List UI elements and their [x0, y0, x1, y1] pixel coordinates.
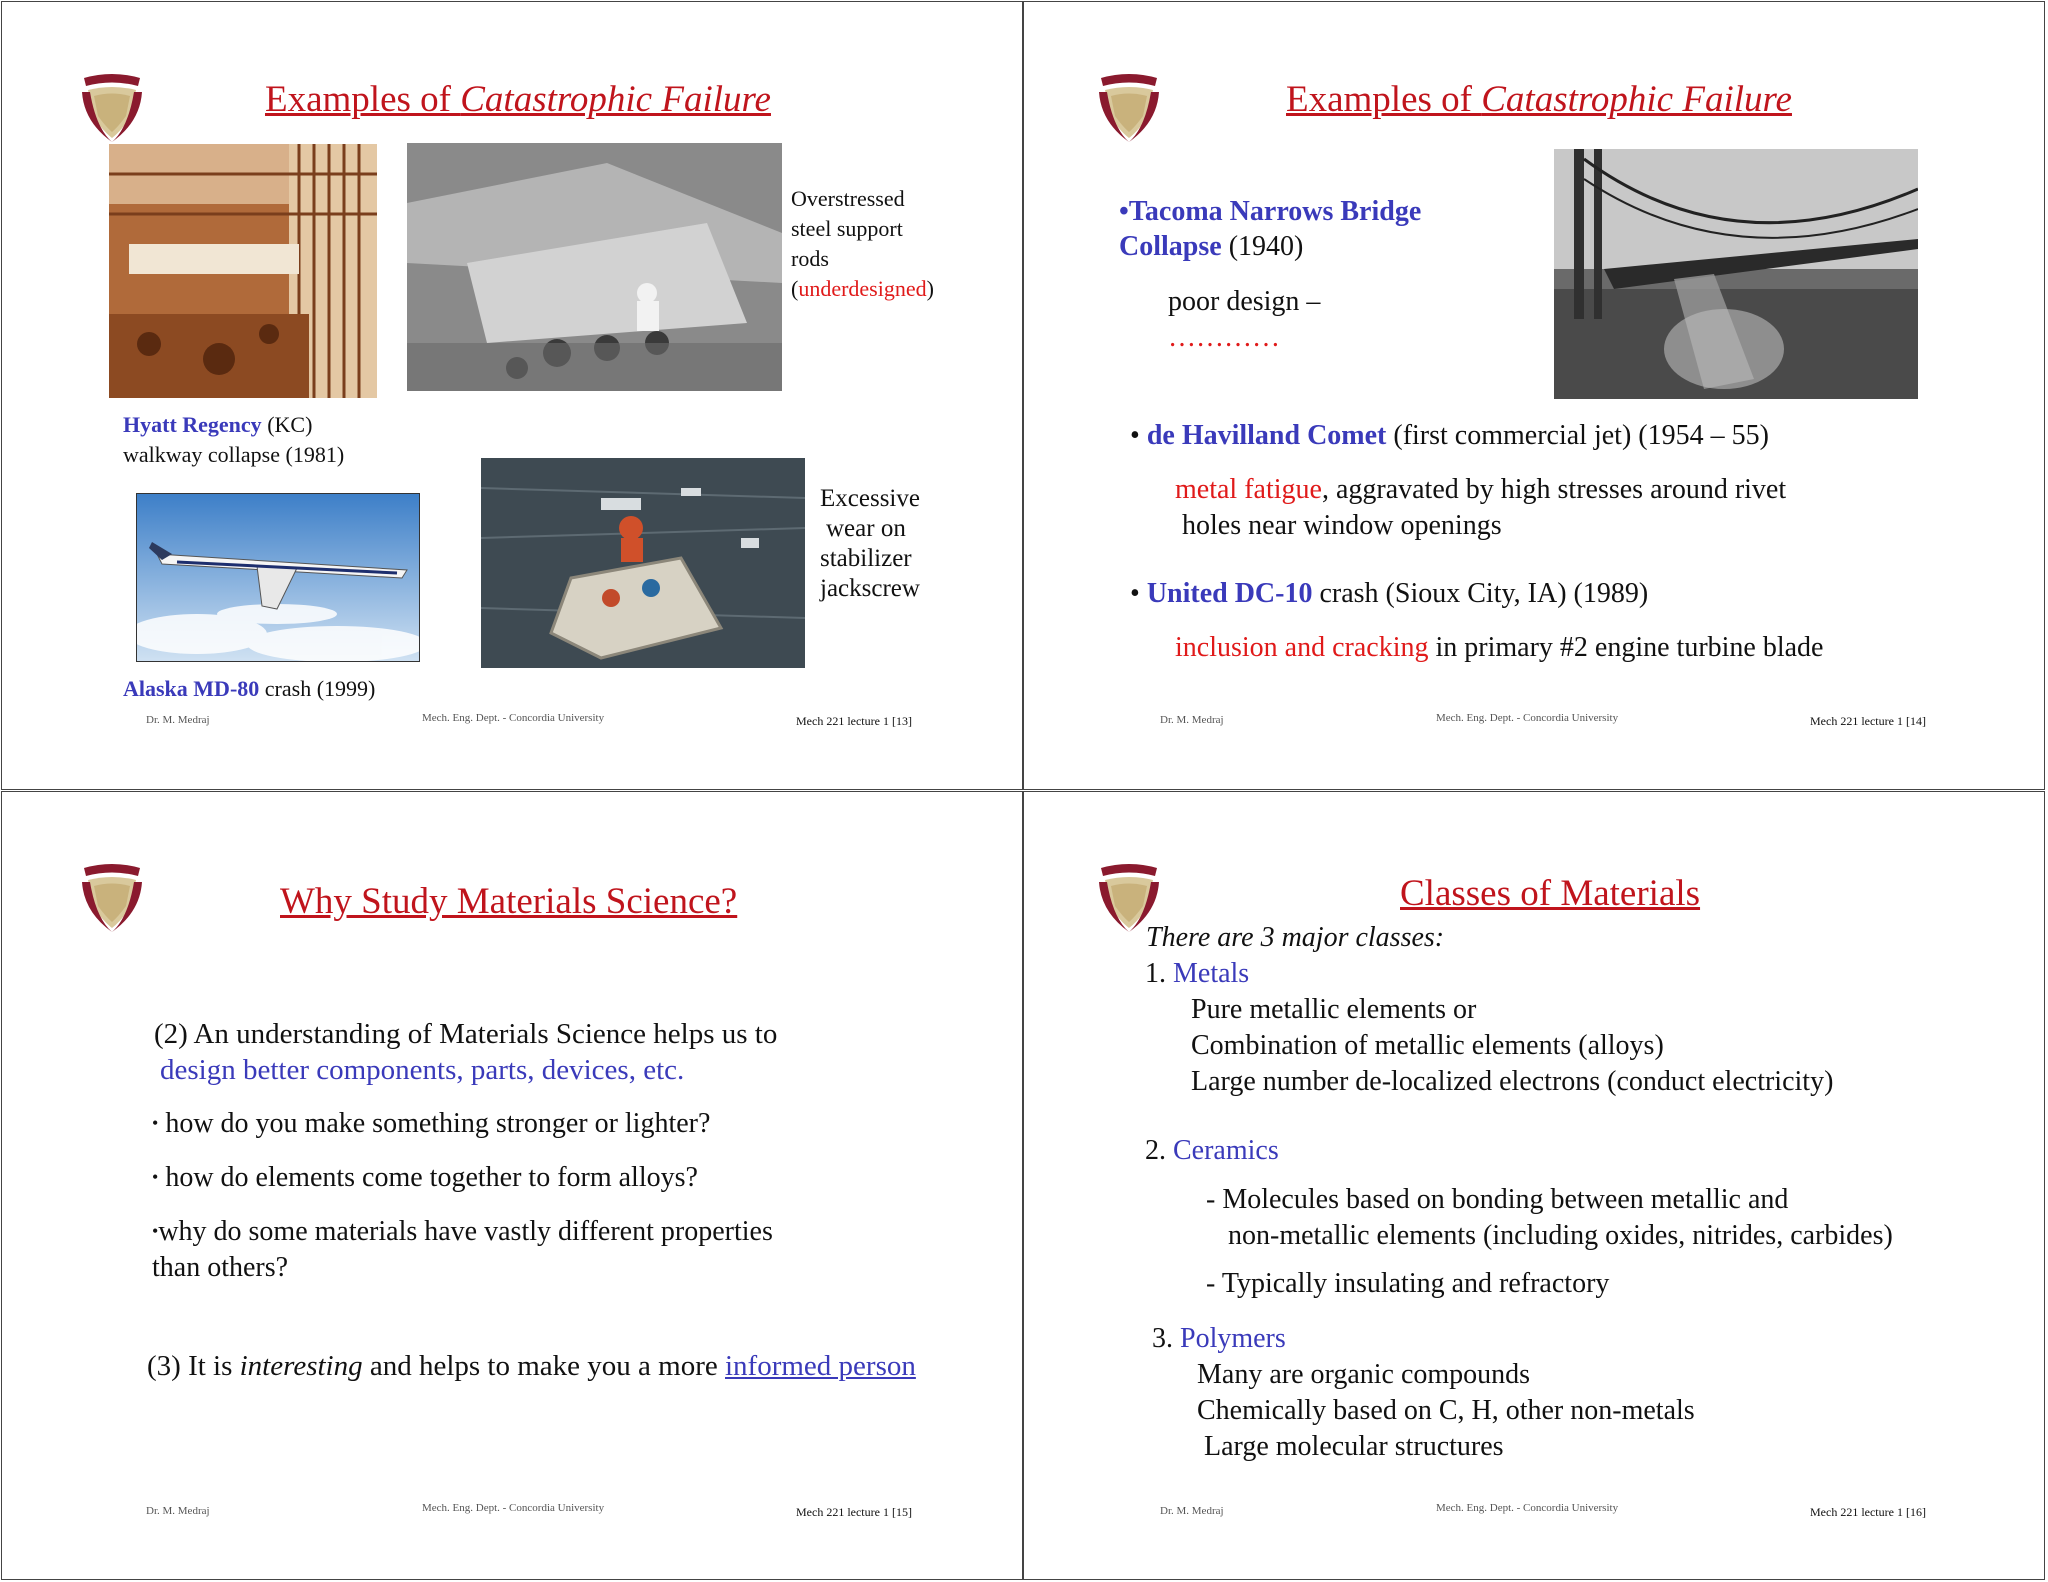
slide-14 — [1023, 1, 2045, 790]
polymers-line: Large molecular structures — [1204, 1431, 1504, 1462]
slide-15 — [1, 791, 1023, 1580]
class-2-heading — [1145, 1133, 1279, 1168]
footer-page: Mech 221 lecture 1 [16] — [1810, 1505, 1926, 1519]
class-number: 1. — [1145, 958, 1173, 989]
caption-line: jackscrew — [820, 575, 920, 602]
caption-line: walkway collapse (1981) — [123, 442, 345, 467]
title-text: Examples of — [1286, 79, 1482, 120]
footer-author: Dr. M. Medraj — [1160, 1505, 1224, 1517]
ceramics-dash-1 — [1206, 1182, 1788, 1217]
dash: - — [1206, 1184, 1216, 1215]
point-2-line-2: design better components, parts, devices, etc. — [160, 1054, 685, 1086]
ceramics-line-cont: non-metallic elements (including oxides, nitrides, carbides) — [1228, 1220, 1893, 1251]
caption-text: crash (1999) — [259, 676, 376, 701]
university-logo-icon — [80, 862, 144, 934]
fatigue-detail: , aggravated by high stresses around rivet — [1321, 474, 1787, 505]
inclusion-text: inclusion and cracking — [1175, 632, 1429, 663]
caption-line: wear on — [826, 515, 906, 542]
dc10-name: United DC-10 — [1146, 578, 1313, 609]
ceramics-line: Typically insulating and refractory — [1215, 1268, 1610, 1299]
hyatt-name: Hyatt Regency — [123, 412, 262, 437]
bullet: • — [152, 1113, 159, 1133]
caption-line — [123, 410, 344, 440]
point-2-line-1: (2) An understanding of Materials Science helps us to — [154, 1018, 778, 1050]
bullet-stronger — [152, 1106, 710, 1141]
slide-title — [1286, 78, 1792, 121]
md80-airplane-photo — [136, 493, 420, 662]
university-logo-icon — [1097, 72, 1161, 144]
title-italic: Catastrophic Failure — [460, 79, 771, 120]
fatigue-line-1 — [1175, 472, 1786, 507]
tacoma-name: Tacoma Narrows Bridge — [1128, 196, 1422, 227]
caption-line: rods — [791, 246, 829, 271]
informed-person-link[interactable]: informed person — [725, 1350, 916, 1382]
ceramics-dash-2 — [1206, 1266, 1609, 1301]
crash-rescue-photo — [481, 458, 805, 668]
paren: ( — [791, 276, 799, 301]
point-3 — [147, 1348, 916, 1384]
rods-caption — [791, 184, 934, 304]
bullet-text-cont: than others? — [152, 1252, 289, 1283]
tacoma-bridge-photo — [1554, 149, 1918, 399]
dc10-line — [1130, 576, 1648, 611]
metals-line: Pure metallic elements or — [1191, 994, 1477, 1025]
bullet-text: how do you make something stronger or lighter? — [158, 1108, 711, 1139]
university-logo-icon — [80, 72, 144, 144]
polymers-line: Chemically based on C, H, other non-metals — [1197, 1395, 1695, 1426]
slide-title: Why Study Materials Science? — [280, 881, 738, 922]
tacoma-line-2 — [1119, 229, 1421, 264]
polymers-line: Many are organic compounds — [1197, 1359, 1531, 1390]
intro-italic: There are 3 major classes: — [1146, 922, 1445, 953]
metals-line: Large number de-localized electrons (conduct electricity) — [1191, 1066, 1834, 1097]
ceramics-line: Molecules based on bonding between metallic and — [1215, 1184, 1789, 1215]
class-number: 3. — [1152, 1323, 1180, 1354]
fatigue-line-2: holes near window openings — [1182, 510, 1502, 541]
caption-line: steel support — [791, 216, 903, 241]
caption-line: Excessive — [820, 485, 920, 512]
footer-page: Mech 221 lecture 1 [15] — [796, 1505, 912, 1519]
tacoma-line-1 — [1119, 194, 1421, 229]
bullet: • — [152, 1167, 159, 1187]
caption-text: (KC) — [261, 412, 313, 437]
dash: - — [1206, 1268, 1216, 1299]
paren: ) — [926, 276, 934, 301]
class-1-heading — [1145, 956, 1249, 991]
bullet-alloys — [152, 1160, 698, 1195]
slide-16 — [1023, 791, 2045, 1580]
metal-fatigue-text: metal fatigue — [1175, 474, 1322, 505]
jackscrew-caption — [820, 484, 920, 604]
underdesigned-text: underdesigned — [798, 276, 927, 301]
footer-dept: Mech. Eng. Dept. - Concordia University — [422, 712, 605, 724]
tacoma-year: (1940) — [1221, 231, 1304, 262]
bullet-text: why do some materials have vastly different properties — [158, 1216, 773, 1247]
bullet-text: how do elements come together to form alloys? — [158, 1162, 698, 1193]
bullet-properties — [152, 1214, 773, 1249]
tacoma-name-2: Collapse — [1119, 231, 1222, 262]
title-text: Examples of — [265, 79, 461, 120]
class-number: 2. — [1145, 1135, 1173, 1166]
caption-line — [791, 274, 934, 304]
metals-label: Metals — [1173, 958, 1250, 989]
hyatt-lobby-photo — [109, 144, 377, 398]
polymers-label: Polymers — [1180, 1323, 1286, 1354]
title-italic: Catastrophic Failure — [1481, 79, 1792, 120]
point-3-text: (3) It is — [147, 1350, 240, 1382]
comet-name: de Havilland Comet — [1146, 420, 1387, 451]
alaska-caption — [123, 674, 375, 704]
footer-dept: Mech. Eng. Dept. - Concordia University — [1436, 1502, 1619, 1514]
dc10-detail: crash (Sioux City, IA) (1989) — [1312, 578, 1649, 609]
footer-dept: Mech. Eng. Dept. - Concordia University — [1436, 712, 1619, 724]
alaska-name: Alaska MD-80 — [123, 676, 260, 701]
intro-line — [1146, 920, 1444, 955]
inclusion-line — [1175, 630, 1823, 665]
bullet: • — [1130, 578, 1140, 609]
comet-line — [1130, 418, 1769, 453]
footer-author: Dr. M. Medraj — [1160, 714, 1224, 726]
footer-page: Mech 221 lecture 1 [14] — [1810, 714, 1926, 728]
footer-page: Mech 221 lecture 1 [13] — [796, 714, 912, 728]
point-3-text: and helps to make you a more — [362, 1350, 725, 1382]
slide-title: Classes of Materials — [1400, 873, 1701, 914]
interesting-italic: interesting — [239, 1350, 363, 1382]
metals-line: Combination of metallic elements (alloys) — [1191, 1030, 1664, 1061]
footer-author: Dr. M. Medraj — [146, 1505, 210, 1517]
slide-13 — [1, 1, 1023, 790]
footer-author: Dr. M. Medraj — [146, 714, 210, 726]
hyatt-rubble-photo — [407, 143, 782, 391]
bullet: • — [152, 1221, 159, 1241]
comet-detail: (first commercial jet) (1954 – 55) — [1386, 420, 1769, 451]
class-3-heading — [1152, 1321, 1286, 1356]
bullet: • — [1119, 196, 1129, 227]
hyatt-caption — [123, 410, 344, 470]
inclusion-detail: in primary #2 engine turbine blade — [1428, 632, 1824, 663]
blank-dots: ………… — [1168, 322, 1280, 353]
ceramics-label: Ceramics — [1173, 1135, 1279, 1166]
footer-dept: Mech. Eng. Dept. - Concordia University — [422, 1502, 605, 1514]
slide-title — [265, 78, 771, 121]
poor-design-text: poor design – — [1168, 286, 1321, 317]
caption-line: stabilizer — [820, 545, 912, 572]
tacoma-block — [1119, 194, 1421, 264]
caption-line: Overstressed — [791, 186, 905, 211]
bullet: • — [1130, 420, 1140, 451]
